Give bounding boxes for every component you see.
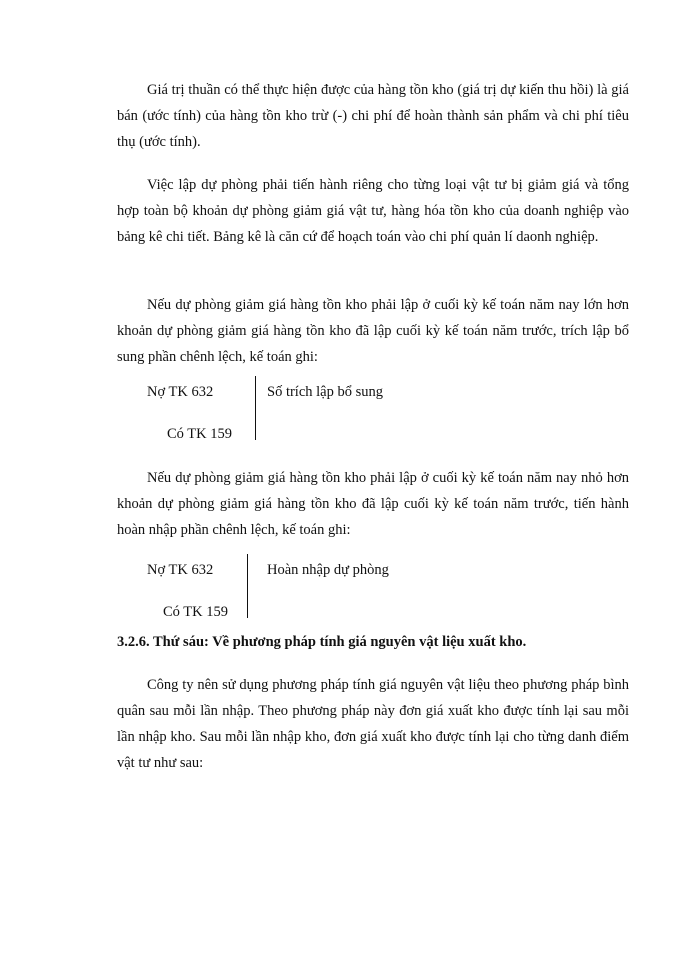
journal-entry-supplement	[117, 384, 629, 444]
credit-account: Có TK 159	[163, 604, 228, 620]
credit-account: Có TK 159	[167, 426, 232, 442]
paragraph-provision-setup: Việc lập dự phòng phải tiến hành riêng cho từng loại vật tư bị giảm giá và tổng hợp toàn bộ khoản dự phòng giảm giá vật tư, hàng hóa tồn kho của doanh nghiệp vào bảng kê chi tiết. Bảng kê là căn cứ để hoạch toán vào chi phí quản lí daonh nghiệp.	[117, 177, 629, 245]
section-heading: 3.2.6. Thứ sáu: Về phương pháp tính giá nguyên vật liệu xuất kho.	[117, 634, 527, 650]
debit-account: Nợ TK 632	[147, 562, 214, 578]
entry-divider	[255, 376, 256, 440]
journal-entry-reversal	[117, 562, 629, 622]
paragraph-net-realizable-value: Giá trị thuần có thể thực hiện được của hàng tồn kho (giá trị dự kiến thu hồi) là giá bán (ước tính) của hàng tồn kho trừ (-) chi phí để hoàn thành sản phẩm và chi phí tiêu thụ (ước tính).	[117, 82, 629, 150]
entry-note: Hoàn nhập dự phòng	[267, 562, 389, 578]
entry-divider	[247, 554, 248, 618]
debit-account: Nợ TK 632	[147, 384, 214, 400]
paragraph-weighted-average: Công ty nên sử dụng phương pháp tính giá nguyên vật liệu theo phương pháp bình quân sau mỗi lần nhập. Theo phương pháp này đơn giá xuất kho được tính lại sau mỗi lần nhập kho. Sau mỗi lần nhập kho, đơn giá xuất kho được tính lại cho từng danh điểm vật tư như sau:	[117, 677, 629, 771]
paragraph-provision-decrease: Nếu dự phòng giảm giá hàng tồn kho phải lập ở cuối kỳ kế toán năm nay nhỏ hơn khoản dự phòng giảm giá hàng tồn kho đã lập cuối kỳ kế toán năm trước, tiến hành hoàn nhập phần chênh lệch, kế toán ghi:	[117, 470, 629, 538]
paragraph-provision-increase: Nếu dự phòng giảm giá hàng tồn kho phải lập ở cuối kỳ kế toán năm nay lớn hơn khoản dự phòng giảm giá hàng tồn kho đã lập cuối kỳ kế toán năm trước, trích lập bổ sung phần chênh lệch, kế toán ghi:	[117, 297, 629, 365]
entry-note: Số trích lập bổ sung	[267, 384, 383, 400]
